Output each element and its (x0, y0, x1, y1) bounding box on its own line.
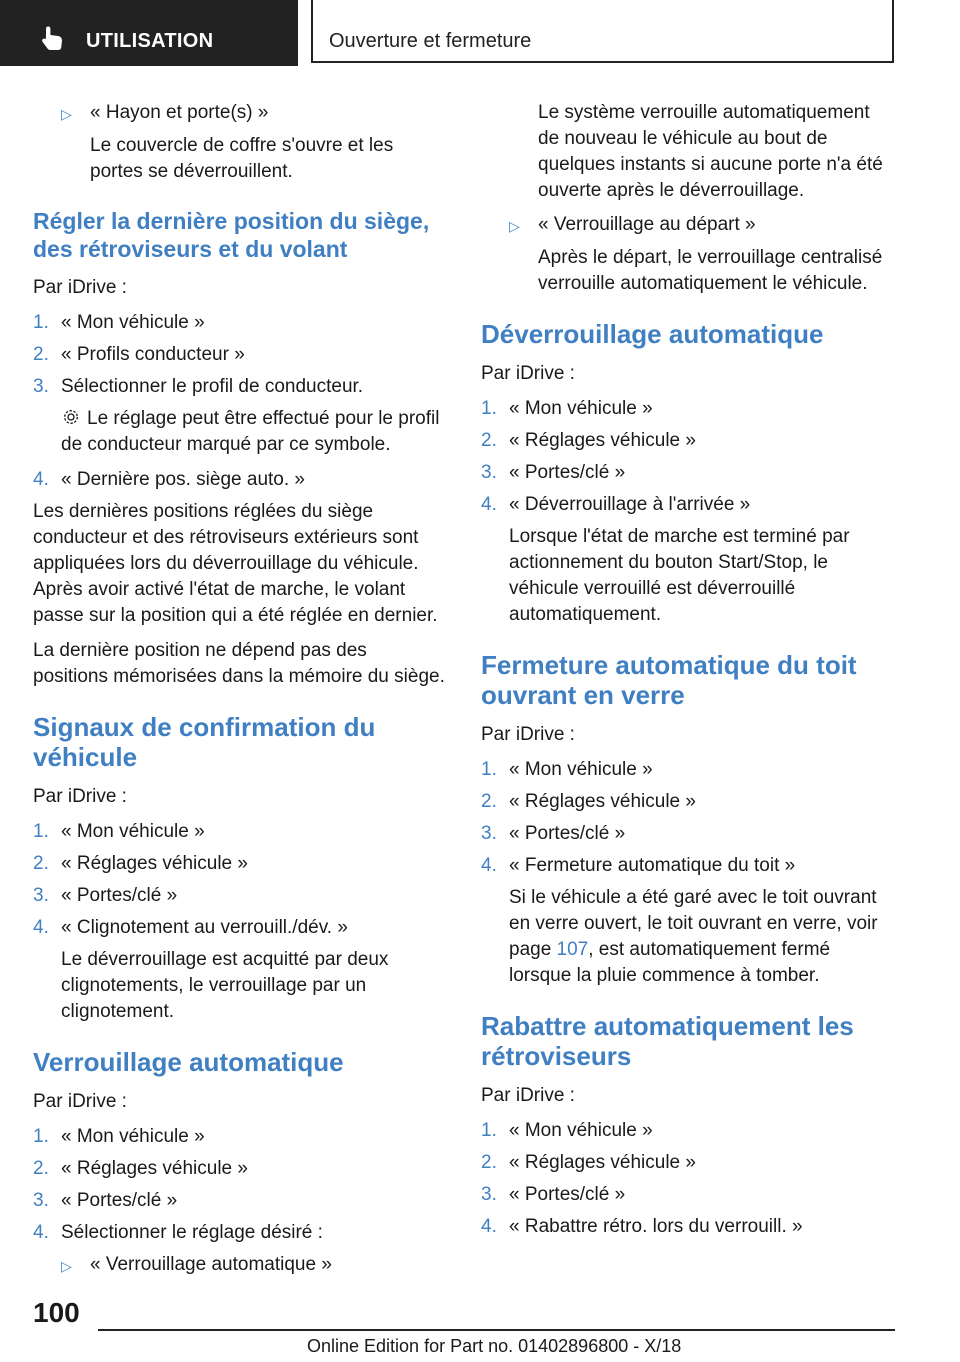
list-item: 2. « Réglages véhicule » (481, 1152, 696, 1173)
step-description: Le déverrouillage est acquitté par deux clignotements, le verrouillage par un clignotement. (61, 949, 389, 1022)
option-item: ▷ « Verrouillage automatique » (33, 1252, 445, 1279)
chapter-tab[interactable] (311, 0, 894, 63)
list-item: 1. « Mon véhicule » (33, 312, 205, 333)
section-title: UTILISATION (86, 30, 214, 52)
triangle-icon: ▷ (61, 1258, 72, 1274)
step-list (33, 467, 445, 493)
intro-text: Par iDrive : (33, 786, 127, 807)
hand-icon (38, 23, 68, 53)
step-description: Si le véhicule a été garé avec le toit ouvrant en verre ouvert, le toit ouvrant en verre, voir page 107, est automatiquement fermé lorsque la pluie commence à tomber. (509, 887, 878, 986)
step-list (33, 1124, 445, 1246)
list-item: 4. « Dernière pos. siège auto. » (33, 469, 305, 490)
right-column (481, 100, 893, 1246)
step-list (33, 819, 445, 941)
triangle-icon: ▷ (61, 106, 72, 122)
step-list (481, 1118, 893, 1240)
left-column (33, 100, 445, 1285)
section-heading: Verrouillage automatique (33, 1047, 344, 1077)
list-item: 3. « Portes/clé » (481, 1184, 626, 1205)
list-item: 2. « Réglages véhicule » (481, 791, 696, 812)
list-item: 3. « Portes/clé » (481, 462, 626, 483)
step-list (33, 310, 445, 400)
intro-text: Par iDrive : (33, 277, 127, 298)
intro-text: Par iDrive : (33, 1091, 127, 1112)
profile-note: Le réglage peut être effectué pour le profil de conducteur marqué par ce symbole. (61, 408, 440, 455)
section-heading: Déverrouillage automatique (481, 319, 824, 349)
edition-text: Online Edition for Part no. 01402896800 - X/18 (307, 1336, 682, 1356)
list-item: 4. « Clignotement au verrouill./dév. » (33, 917, 348, 938)
list-item: 3. Sélectionner le profil de conducteur. (33, 376, 364, 397)
section-heading: Fermeture automatique du toit ouvrant en verre (481, 650, 857, 710)
option-description: Après le départ, le verrouillage centralisé verrouille automatiquement le véhicule. (538, 247, 883, 294)
section-heading: Régler la dernière position du siège, des rétroviseurs et du volant (33, 208, 430, 262)
section-heading: Signaux de confirmation du véhicule (33, 712, 376, 772)
triangle-icon: ▷ (509, 218, 520, 234)
gear-icon (61, 407, 81, 427)
page-header (0, 0, 960, 66)
option-item: ▷ « Verrouillage au départ » (481, 212, 893, 239)
list-item: 1. « Mon véhicule » (481, 759, 653, 780)
list-item: 1. « Mon véhicule » (33, 821, 205, 842)
page-number: 100 (33, 1297, 80, 1328)
paragraph: Les dernières positions réglées du siège conducteur et des rétroviseurs extérieurs sont appliquées lors du déverrouillage du véhicule. Après avoir activé l'état de marche, le volant passe sur la position qui a été réglée en dernier. (33, 501, 438, 626)
footer-divider (98, 1329, 895, 1331)
intro-text: Par iDrive : (481, 1085, 575, 1106)
list-item: 1. « Mon véhicule » (33, 1126, 205, 1147)
option-description: Le système verrouille automatiquement de nouveau le véhicule au bout de quelques instants si aucune porte n'a été ouverte après le déverrouillage. (538, 102, 883, 201)
list-item: 2. « Réglages véhicule » (33, 1158, 248, 1179)
section-heading: Rabattre automatiquement les rétroviseurs (481, 1011, 854, 1071)
list-item: 1. « Mon véhicule » (481, 398, 653, 419)
list-item: 4. « Rabattre rétro. lors du verrouill. » (481, 1216, 803, 1237)
paragraph: La dernière position ne dépend pas des positions mémorisées dans la mémoire du siège. (33, 640, 445, 687)
intro-text: Par iDrive : (481, 724, 575, 745)
section-tab[interactable] (0, 0, 298, 66)
list-item: 3. « Portes/clé » (33, 1190, 178, 1211)
intro-text: Par iDrive : (481, 363, 575, 384)
step-description: Lorsque l'état de marche est terminé par actionnement du bouton Start/Stop, le véhicule verrouillé est déverrouillé automatiquement. (509, 526, 850, 625)
list-item: 4. « Déverrouillage à l'arrivée » (481, 494, 751, 515)
list-item: 3. « Portes/clé » (33, 885, 178, 906)
option-description: Le couvercle de coffre s'ouvre et les portes se déverrouillent. (90, 135, 394, 182)
list-item: 2. « Profils conducteur » (33, 344, 245, 365)
list-item: 2. « Réglages véhicule » (481, 430, 696, 451)
page-link[interactable]: 107 (556, 939, 589, 960)
step-list (481, 396, 893, 518)
list-item: 2. « Réglages véhicule » (33, 853, 248, 874)
list-item: 3. « Portes/clé » (481, 823, 626, 844)
step-list (481, 757, 893, 879)
option-item: ▷ « Hayon et porte(s) » (33, 100, 445, 127)
chapter-title: Ouverture et fermeture (329, 30, 532, 52)
list-item: 1. « Mon véhicule » (481, 1120, 653, 1141)
list-item: 4. Sélectionner le réglage désiré : (33, 1222, 323, 1243)
list-item: 4. « Fermeture automatique du toit » (481, 855, 796, 876)
